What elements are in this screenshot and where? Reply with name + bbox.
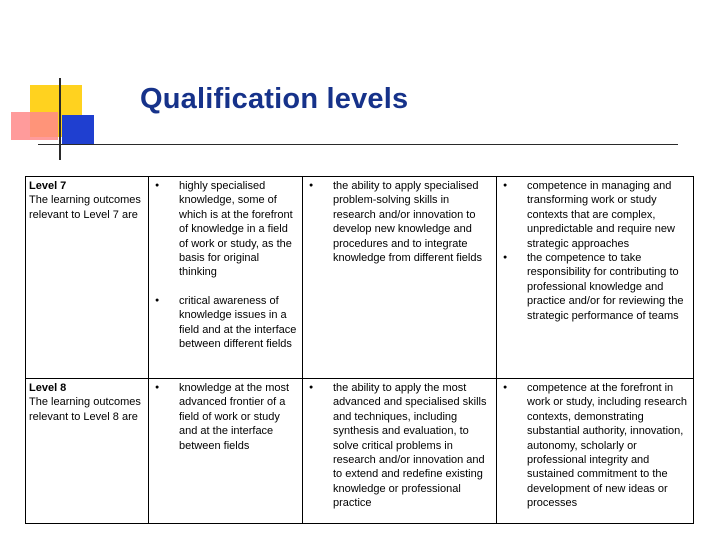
knowledge-text: critical awareness of knowledge issues in a field and at the interface between different fields [179, 294, 297, 351]
competence-item [500, 381, 690, 511]
decor-vertical-line [59, 78, 61, 160]
skills-item [306, 179, 493, 265]
competence-cell [497, 379, 694, 524]
level-name: Level 7 [29, 180, 67, 192]
decor-pink-square [11, 112, 58, 140]
skills-text: the ability to apply the most advanced and specialised skills and techniques, including synthesis and evaluation, to solve critical problems in research and/or innovation and to extend and redefine existing knowledge or professional practice [333, 382, 487, 510]
level-cell [26, 177, 149, 379]
bullet-icon: ● [503, 254, 508, 262]
decor-blue-square [62, 115, 94, 145]
bullet-icon: ● [155, 182, 160, 189]
knowledge-item [152, 381, 299, 453]
level-description: The learning outcomes relevant to Level 8 are [29, 396, 141, 423]
competence-cell [497, 177, 694, 379]
competence-item [500, 179, 690, 251]
bullet-icon: ● [155, 296, 160, 304]
skills-item [306, 381, 493, 511]
knowledge-cell [149, 379, 303, 524]
competence-item [500, 251, 690, 323]
slide-title: Qualification levels [140, 83, 409, 115]
skills-cell [303, 177, 497, 379]
qualification-table [25, 176, 694, 524]
knowledge-cell [149, 177, 303, 379]
decor-horizontal-line [38, 144, 678, 145]
skills-cell [303, 379, 497, 524]
knowledge-text: knowledge at the most advanced frontier of a field of work or study and at the interface between fields [179, 382, 290, 452]
competence-text: the competence to take responsibility for contributing to professional knowledge and practice and/or for reviewing the strategic performance of teams [527, 252, 684, 322]
knowledge-text: highly specialised knowledge, some of which is at the forefront of knowledge in a field of work or study, as the basis for original thinking [179, 180, 293, 279]
level-name: Level 8 [29, 382, 67, 394]
table-row-level-7 [26, 177, 694, 379]
skills-text: the ability to apply specialised problem-solving skills in research and/or innovation to develop new knowledge and procedures and to integrate knowledge from different fields [333, 180, 482, 265]
bullet-icon: ● [503, 384, 508, 391]
level-description: The learning outcomes relevant to Level 7 are [29, 194, 141, 221]
bullet-icon: ● [155, 384, 160, 391]
bullet-icon: ● [309, 384, 314, 391]
knowledge-item [152, 179, 299, 280]
competence-text: competence in managing and transforming work or study contexts that are complex, unpredictable and require new strategic approaches [527, 180, 675, 250]
knowledge-item [152, 294, 299, 352]
competence-text: competence at the forefront in work or study, including research contexts, demonstrating substantial authority, innovation, autonomy, scholarly or professional integrity and sustained commitment to the development of new ideas or processes [527, 382, 687, 510]
level-cell [26, 379, 149, 524]
bullet-icon: ● [503, 182, 508, 189]
bullet-icon: ● [309, 182, 314, 189]
table-row-level-8 [26, 379, 694, 524]
